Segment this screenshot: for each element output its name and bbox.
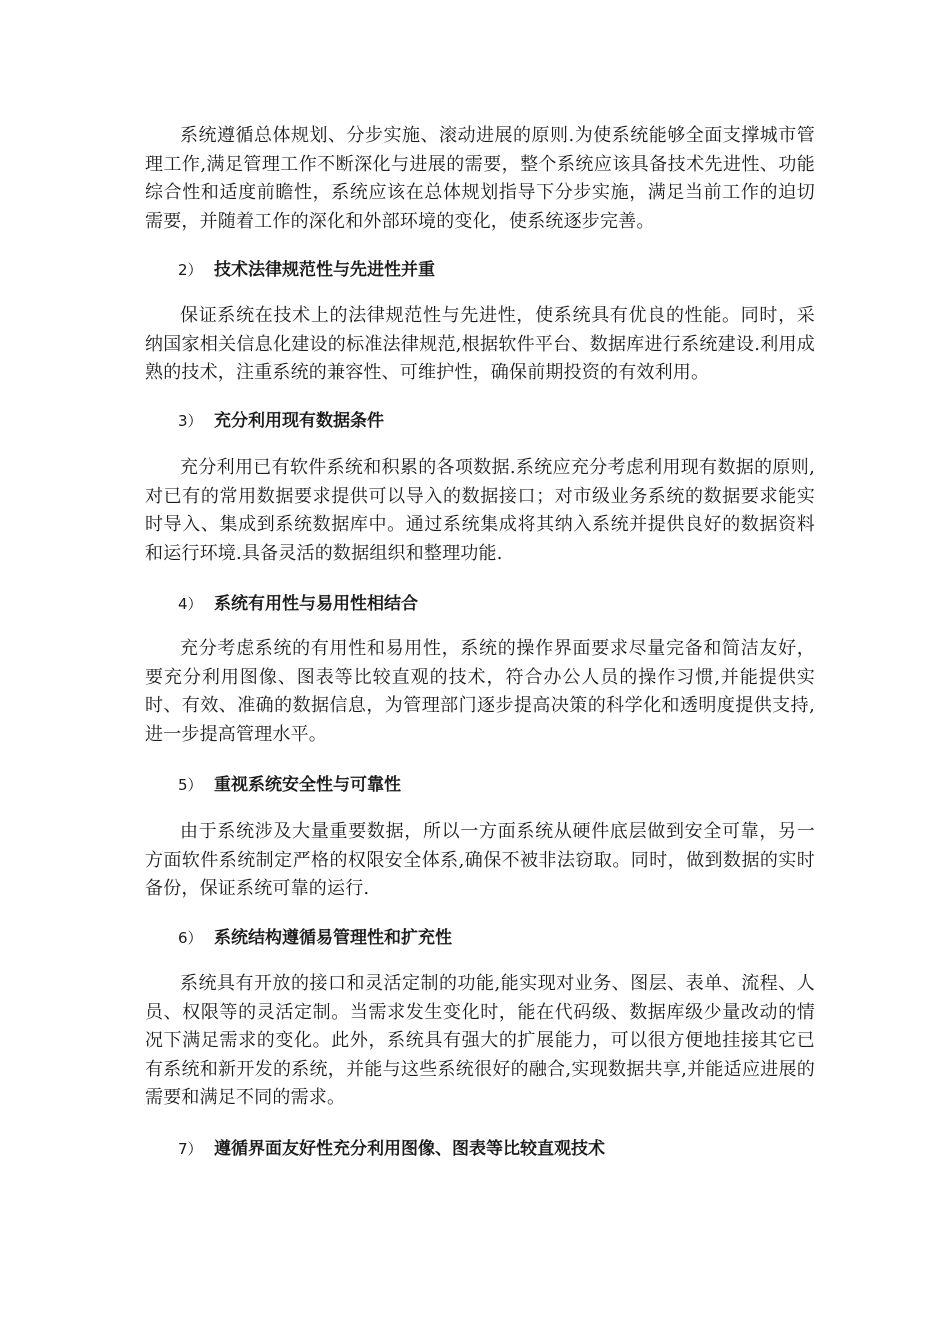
paragraph-5: 由于系统涉及大量重要数据，所以一方面系统从硬件底层做到安全可靠，另一方面软件系统制定严格的权限安全体系,确保不被非法窃取。同时，做到数据的实时备份，保证系统可靠的运行. bbox=[145, 821, 815, 900]
paragraph-1: 系统遵循总体规划、分步实施、滚动进展的原则.为使系统能够全面支撑城市管理工作,满足管理工作不断深化与进展的需要，整个系统应该具备技术先进性、功能综合性和适度前瞻性，系统应该在总体规划指导下分步实施，满足当前工作的迫切需要，并随着工作的深化和外部环境的变化，使系统逐步完善。 bbox=[145, 125, 815, 232]
heading-3 bbox=[178, 407, 818, 435]
heading-5 bbox=[178, 771, 818, 799]
heading-number: 6） bbox=[178, 929, 203, 947]
heading-number: 5） bbox=[178, 776, 203, 794]
heading-text: 遵循界面友好性充分利用图像、图表等比较直观技术 bbox=[214, 1139, 605, 1159]
paragraph-2: 保证系统在技术上的法律规范性与先进性，使系统具有优良的性能。同时，采纳国家相关信息化建设的标准法律规范,根据软件平台、数据库进行系统建设.利用成熟的技术，注重系统的兼容性、可维护性，确保前期投资的有效利用。 bbox=[145, 305, 815, 384]
heading-text: 系统有用性与易用性相结合 bbox=[214, 594, 418, 614]
heading-7 bbox=[178, 1135, 818, 1163]
paragraph-4: 充分考虑系统的有用性和易用性，系统的操作界面要求尽量完备和简洁友好，要充分利用图像、图表等比较直观的技术，符合办公人员的操作习惯,并能提供实时、有效、准确的数据信息，为管理部门逐步提高决策的科学化和透明度提供支持,进一步提高管理水平。 bbox=[145, 638, 815, 745]
heading-number: 2） bbox=[178, 261, 203, 279]
paragraph-6: 系统具有开放的接口和灵活定制的功能,能实现对业务、图层、表单、流程、人员、权限等的灵活定制。当需求发生变化时，能在代码级、数据库级少量改动的情况下满足需求的变化。此外，系统具有强大的扩展能力，可以很方便地挂接其它已有系统和新开发的系统，并能与这些系统很好的融合,实现数据共享,并能适应进展的需要和满足不同的需求。 bbox=[145, 973, 815, 1109]
heading-6 bbox=[178, 924, 818, 952]
heading-text: 技术法律规范性与先进性并重 bbox=[214, 260, 435, 280]
heading-number: 3） bbox=[178, 412, 203, 430]
heading-2 bbox=[178, 256, 818, 284]
heading-text: 重视系统安全性与可靠性 bbox=[214, 775, 401, 795]
heading-number: 7） bbox=[178, 1140, 203, 1158]
heading-text: 系统结构遵循易管理性和扩充性 bbox=[214, 928, 452, 948]
paragraph-3: 充分利用已有软件系统和积累的各项数据.系统应充分考虑利用现有数据的原则,对已有的常用数据要求提供可以导入的数据接口；对市级业务系统的数据要求能实时导入、集成到系统数据库中。通过系统集成将其纳入系统并提供良好的数据资料和运行环境.具备灵活的数据组织和整理功能. bbox=[145, 457, 815, 564]
heading-text: 充分利用现有数据条件 bbox=[214, 411, 384, 431]
heading-4 bbox=[178, 590, 818, 618]
heading-number: 4） bbox=[178, 595, 203, 613]
